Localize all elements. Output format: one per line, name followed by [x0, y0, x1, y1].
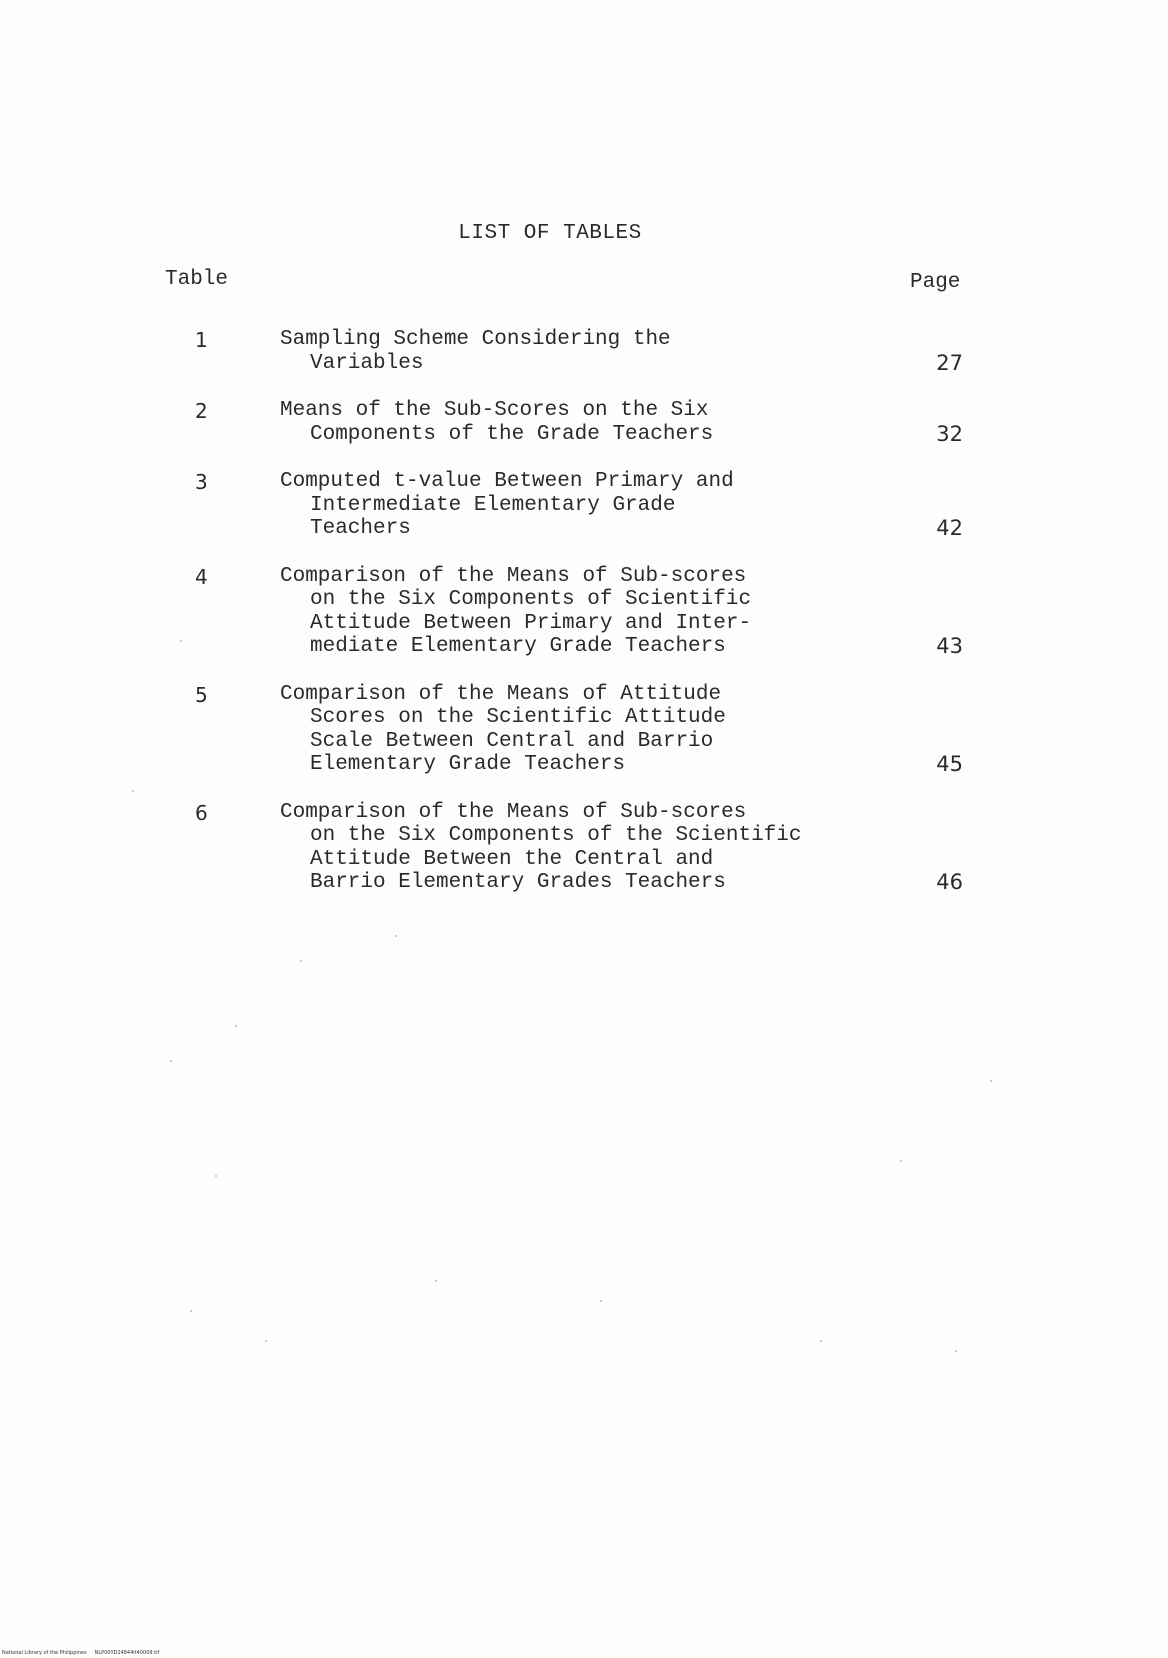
table-caption — [280, 683, 900, 777]
page-number: 45 — [936, 752, 963, 776]
table-entry-2 — [0, 399, 1168, 446]
caption-line: Intermediate Elementary Grade — [310, 493, 676, 517]
page-number: 42 — [936, 516, 963, 540]
caption-line: Barrio Elementary Grades Teachers — [310, 871, 726, 894]
table-list — [0, 328, 1168, 919]
table-caption — [280, 399, 900, 446]
table-number: 1 — [195, 328, 208, 352]
table-number: 2 — [195, 399, 208, 423]
scan-speck — [820, 1340, 822, 1342]
caption-line: Means of the Sub-Scores on the Six — [280, 399, 709, 422]
caption-line: mediate Elementary Grade Teachers — [310, 635, 726, 658]
page-number: 32 — [936, 421, 963, 446]
scan-speck — [190, 1310, 192, 1312]
table-column-header: Table — [165, 268, 229, 291]
caption-line: Elementary Grade Teachers — [310, 753, 626, 776]
caption-line: Comparison of the Means of Sub-scores — [280, 564, 747, 588]
page-column-header: Page — [910, 271, 961, 294]
scan-speck — [132, 790, 134, 792]
scan-speck — [300, 960, 302, 962]
caption-line: Comparison of the Means of Sub-scores — [280, 800, 747, 824]
scan-speck — [180, 640, 182, 642]
scan-speck — [265, 1340, 267, 1342]
table-caption — [280, 565, 900, 659]
caption-line: Attitude Between the Central and — [310, 847, 714, 871]
caption-line: Attitude Between Primary and Inter- — [310, 611, 752, 635]
page-number: 43 — [936, 634, 963, 658]
table-number: 3 — [195, 470, 208, 494]
scan-speck — [990, 1080, 992, 1082]
table-entry-6 — [0, 801, 1168, 895]
scan-footer: National Library of the Philippines NLP00YD24844it40009.tif — [2, 1650, 160, 1656]
scan-speck — [235, 1025, 237, 1027]
table-caption — [280, 801, 900, 895]
table-number: 4 — [195, 564, 208, 589]
caption-line: Components of the Grade Teachers — [310, 422, 714, 446]
caption-line: Scale Between Central and Barrio — [310, 729, 714, 753]
scan-speck — [395, 935, 397, 937]
caption-line: Variables — [310, 351, 424, 375]
table-caption — [280, 470, 900, 541]
table-entry-5 — [0, 683, 1168, 777]
scan-speck — [435, 1280, 437, 1282]
table-entry-4 — [0, 565, 1168, 659]
caption-line: Sampling Scheme Considering the — [280, 328, 671, 351]
scan-speck — [170, 1060, 172, 1062]
scan-speck — [215, 1175, 217, 1177]
scan-speck — [955, 1350, 957, 1352]
table-number: 6 — [195, 800, 208, 825]
caption-line: Comparison of the Means of Attitude — [280, 682, 722, 706]
table-entry-3 — [0, 470, 1168, 541]
page-title: LIST OF TABLES — [458, 222, 642, 245]
caption-line: on the Six Components of the Scientific — [310, 824, 802, 847]
table-entry-1 — [0, 328, 1168, 375]
caption-line: on the Six Components of Scientific — [310, 588, 752, 611]
caption-line: Scores on the Scientific Attitude — [310, 706, 726, 729]
scan-speck — [600, 1300, 602, 1302]
caption-line: Computed t-value Between Primary and — [280, 470, 734, 493]
page-number: 46 — [936, 870, 963, 894]
page-number: 27 — [936, 350, 963, 375]
caption-line: Teachers — [310, 517, 411, 540]
table-caption — [280, 328, 900, 375]
scan-speck — [900, 1160, 902, 1162]
table-number: 5 — [195, 682, 208, 707]
